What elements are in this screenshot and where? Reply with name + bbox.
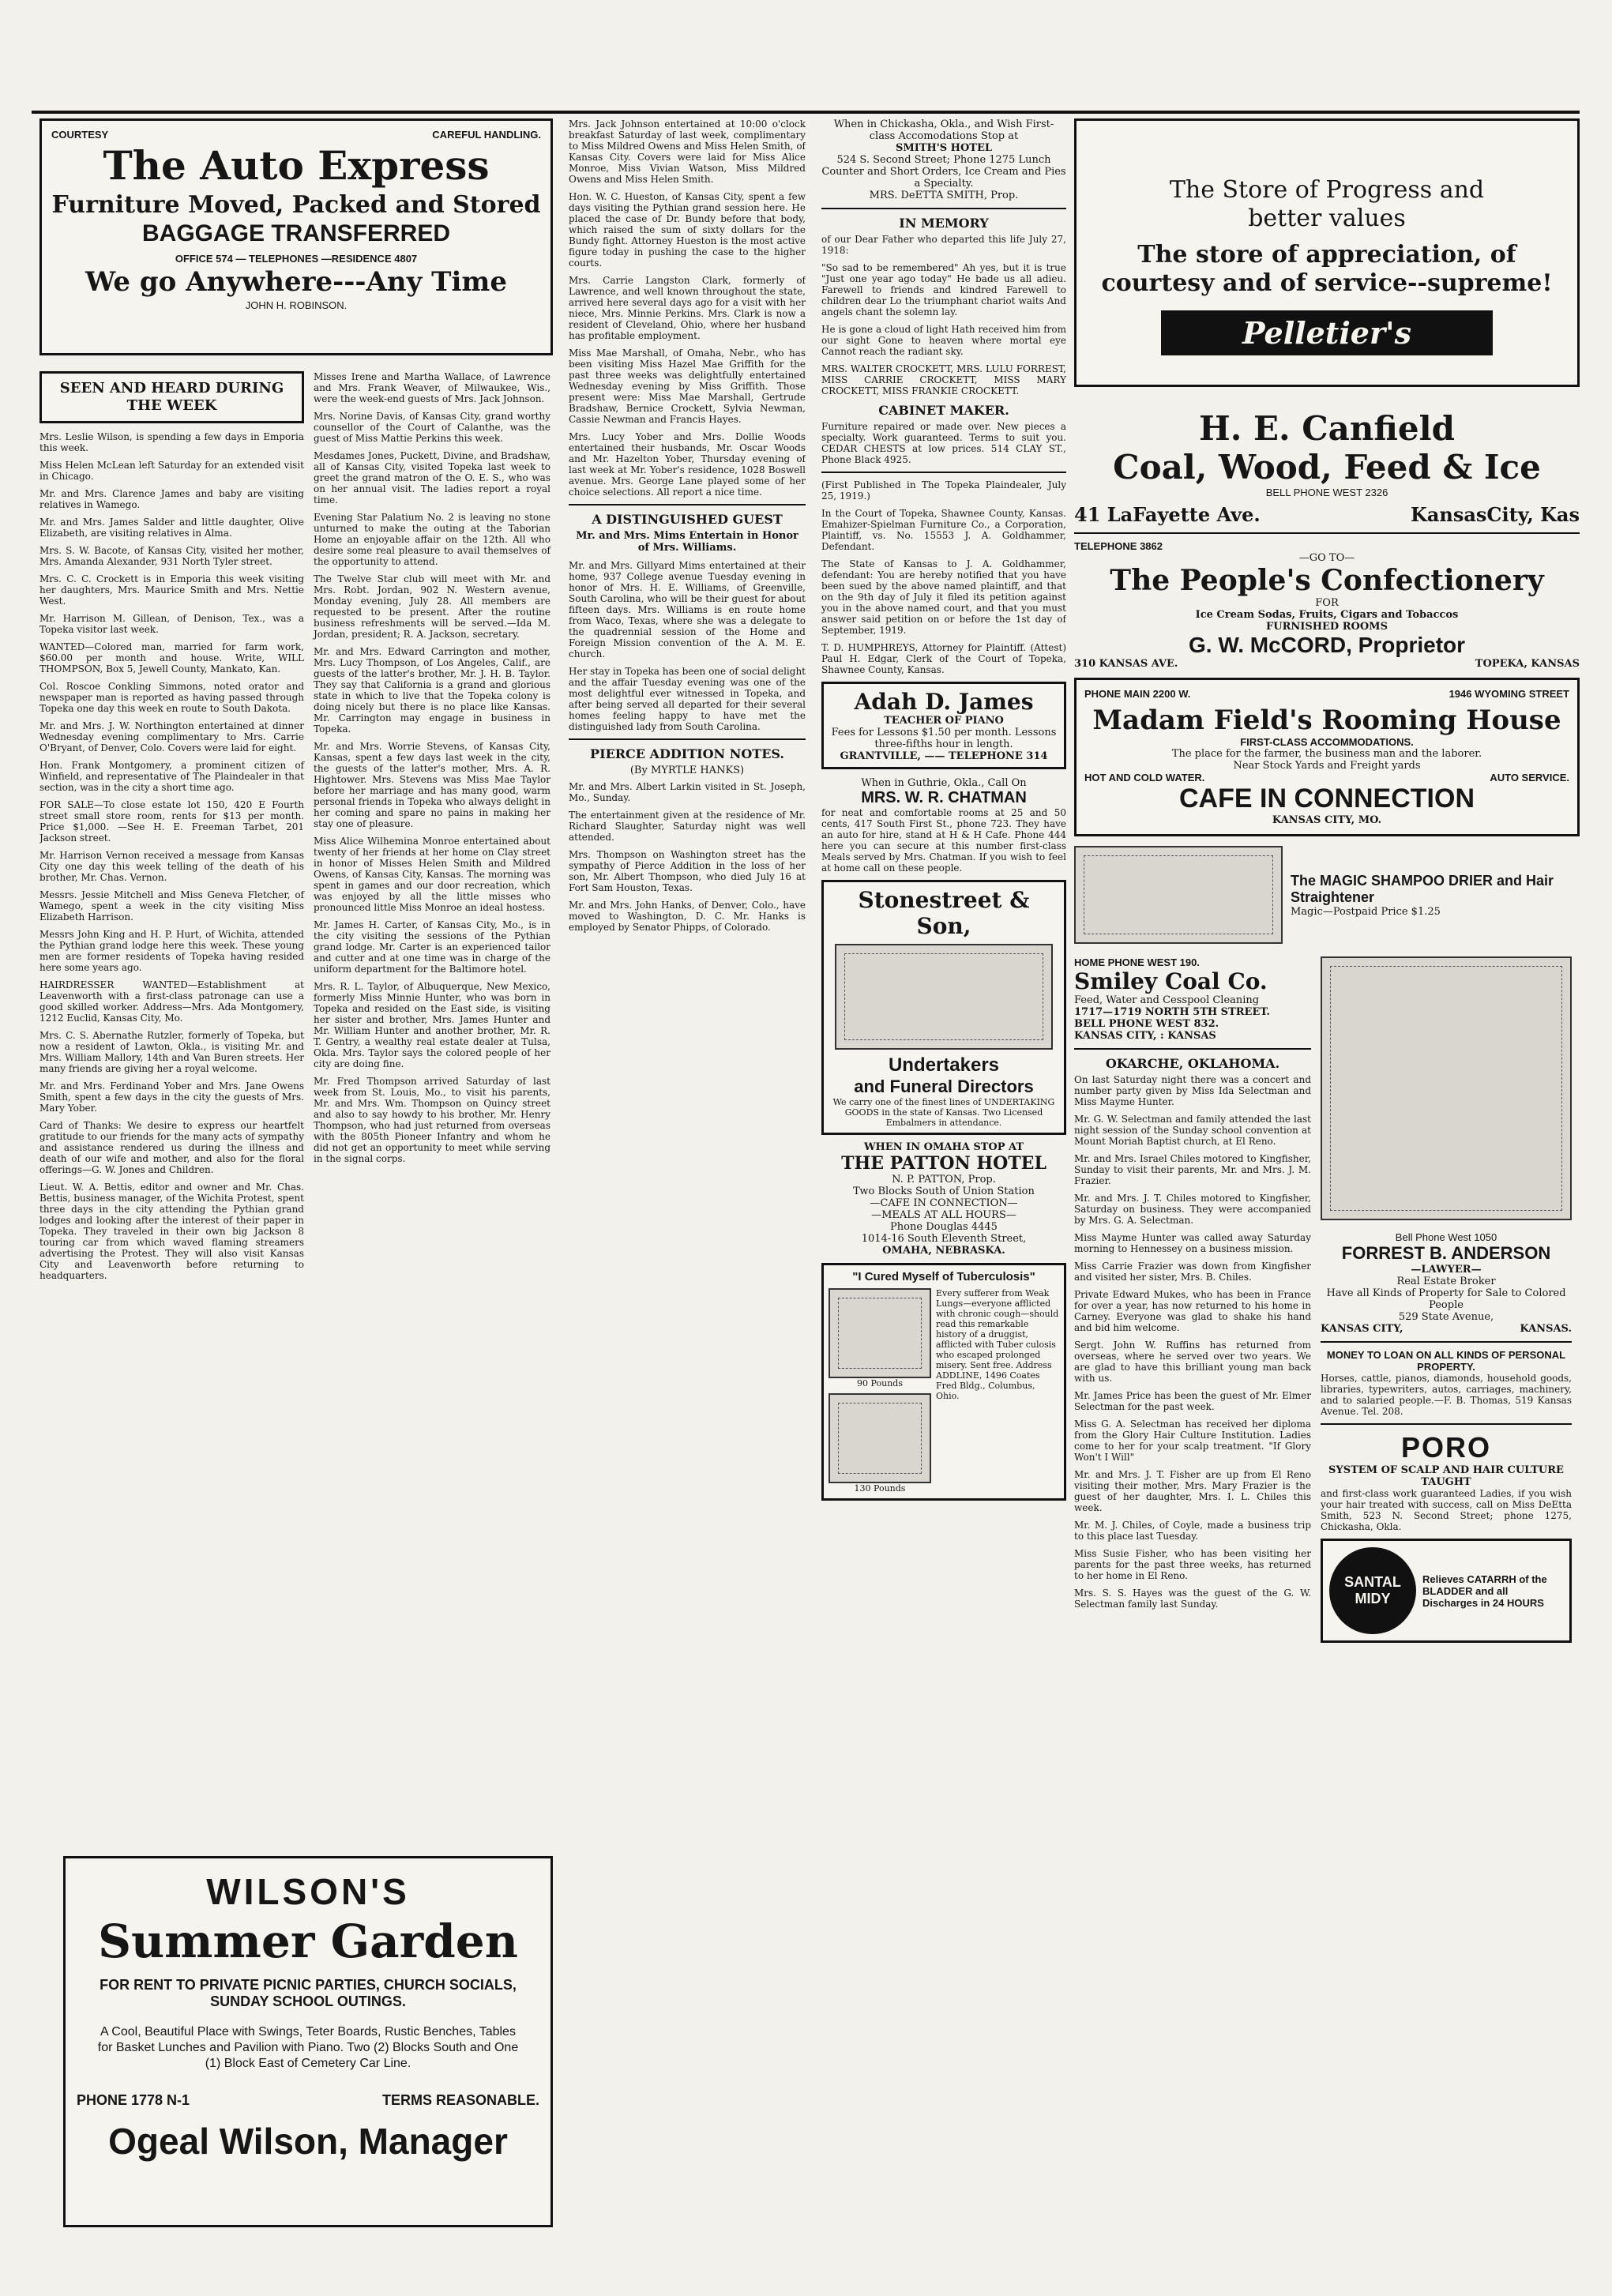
news-item: Mr. Fred Thompson arrived Saturday of last week from St. Louis, Mo., to visit his parents, Mr. and Mrs. Wm. Thompson on Quincy street and also to say howdy to his brother, Mr. Henry Thompson, who had just returned from overseas with the 805th Pioneer Infantry and whom he did not get an opportunity to meet while serving in the signal corps.: [314, 1076, 550, 1164]
patton-l3: —MEALS AT ALL HOURS—: [871, 1209, 1016, 1221]
patton-hotel-ad: [821, 1141, 1066, 1257]
anderson-title: —LAWYER—: [1411, 1264, 1482, 1276]
guest-sub: Mr. and Mrs. Mims Entertain in Honor of Mrs. Williams.: [576, 530, 798, 554]
news-item: Mrs. Lucy Yober and Mrs. Dollie Woods entertained their husbands, Mr. Oscar Woods and Mr. Hazelton Yober, Thursday evening of last week at Mr. Yober's residence, 1028 Boswell avenue. Mrs. George Lane played some of her choice selections. All report a nice time.: [569, 431, 806, 498]
auto-express-line2: BAGGAGE TRANSFERRED: [141, 220, 450, 246]
news-item: WANTED—Colored man, married for farm work, $60.00 per month and house. Write, WILL THOMPSON, Box 5, Jewell County, Mankato, Kan.: [39, 641, 304, 675]
news-item: Miss Helen McLean left Saturday for an extended visit in Chicago.: [39, 460, 304, 482]
okarche-item: Mrs. S. S. Hayes was the guest of the G. W. Selectman family last Sunday.: [1074, 1588, 1311, 1610]
chatman-name: MRS. W. R. CHATMAN: [861, 789, 1027, 806]
auto-express-slogan: We go Anywhere---Any Time: [85, 266, 508, 298]
news-item: Messrs John King and H. P. Hurt, of Wichita, attended the Pythian grand lodge here this week. These young men are former residents of Topeka having resided here some years ago.: [39, 929, 304, 973]
okarche-heading: OKARCHE, OKLAHOMA.: [1105, 1056, 1280, 1071]
portrait-before-image: [829, 1288, 931, 1378]
news-item: Mrs. Thompson on Washington street has the sympathy of Pierce Addition in the loss of her son, Mr. Albert Thompson, who died July 16 at Fort Sam Houston, Texas.: [569, 849, 806, 893]
smiley-address: 1717—1719 NORTH 5TH STREET.: [1074, 1006, 1270, 1018]
news-item: Miss Mae Marshall, of Omaha, Nebr., who has been visiting Miss Hazel Mae Griffith for the past three weeks was delightfully entertained Wednesday evening by Miss Griffith. Those present were: Miss Mae Marshall, Gertrude Bradshaw, Bernice Crockett, Sylvia Newman, Cassie Newman and Francis Hayes.: [569, 348, 806, 425]
money-title: MONEY TO LOAN ON ALL KINDS OF PERSONAL PROPERTY.: [1326, 1349, 1566, 1373]
smiths-hotel-body: 524 S. Second Street; Phone 1275 Lunch Counter and Short Orders, Ice Cream and Pies a Specialty.: [821, 154, 1066, 190]
news-item: Hon. W. C. Hueston, of Kansas City, spent a few days visiting the Pythian grand session here. He placed the case of Dr. Bundy before that body, which raised the sum of sixty dollars for the Bundy fight. Attorney Hueston is the most active figure today in pushing the case to the higher courts.: [569, 191, 806, 269]
column-3: [569, 118, 806, 2251]
news-item: Mrs. Leslie Wilson, is spending a few days in Emporia this week.: [39, 431, 304, 453]
wilson-phone: PHONE 1778 N-1: [77, 2092, 190, 2108]
money-body: Horses, cattle, pianos, diamonds, household goods, libraries, typewriters, autos, carriages, machinery, and to salaried people.—F. B. Thomas, 519 Kansas Avenue. Tel. 208.: [1321, 1373, 1572, 1417]
santal-text: Relieves CATARRH of the BLADDER and all Discharges in 24 HOURS: [1422, 1573, 1547, 1609]
stonestreet-l2: and Funeral Directors: [854, 1077, 1034, 1096]
okarche-item: Mr. and Mrs. J. T. Fisher are up from El Reno visiting their mother, Mrs. Mary Frazier is the guest of her daughter, Mrs. I. L. Chiles this week.: [1074, 1469, 1311, 1513]
news-item: The entertainment given at the residence of Mr. Richard Slaughter, Saturday night was well attended.: [569, 810, 806, 843]
column-5: [1074, 118, 1580, 2251]
patton-l1: Two Blocks South of Union Station: [853, 1186, 1035, 1197]
news-item: Lieut. W. A. Bettis, editor and owner and Mr. Chas. Bettis, business manager, of the Wichita Protest, spent three days in the city attending the Pythian grand lodges and looking after the interest of their paper in Topeka. They traveled in their own big Jackson 8 touring car from which waved flaming streamers advertising the Protest. They will also visit Kansas City and Leavenworth before returning to headquarters.: [39, 1182, 304, 1281]
progress-line2: better values: [1248, 205, 1406, 232]
fields-auto: AUTO SERVICE.: [1490, 772, 1569, 783]
auto-express-ad: [39, 118, 553, 355]
anderson-role: Real Estate Broker: [1396, 1276, 1496, 1287]
stonestreet-body: We carry one of the finest lines of UNDERTAKING GOODS in the state of Kansas. Two Licensed Embalmers in attendance.: [832, 1097, 1055, 1128]
news-item: The Twelve Star club will meet with Mr. and Mrs. Robt. Jordan, 902 N. Western avenue, Monday evening, July 28. All members are requested to be present. After the routine business refreshments will be served.—Ida M. Jordan, president; R. A. Jackson, secretary.: [314, 573, 550, 640]
smiley-name: Smiley Coal Co.: [1074, 968, 1268, 994]
smiley-city: KANSAS CITY, : KANSAS: [1074, 1030, 1216, 1042]
seen-heard-heading: SEEN AND HEARD DURING THE WEEK: [39, 371, 304, 423]
patton-prop: N. P. PATTON, Prop.: [892, 1174, 996, 1186]
news-item: Mr. and Mrs. Gillyard Mims entertained at their home, 937 College avenue Tuesday evening in honor of Mrs. H. E. Williams, of Greenville, South Carolina, who will be their guest for about fifteen days. Mrs. Williams is en route home from Waco, Texas, where she was a delegate to the quadrennial session of the Home and Foreign Mission convention of the A. M. E. church.: [569, 560, 806, 659]
progress-line1: The Store of Progress and: [1169, 176, 1485, 204]
confectionery-rooms: FURNISHED ROOMS: [1266, 621, 1388, 633]
memory-signers: MRS. WALTER CROCKETT, MRS. LULU FORREST, MISS CARRIE CROCKETT, MISS MARY CROCKETT, MISS FRANKIE CROCKETT.: [821, 363, 1066, 396]
news-item: Mr. and Mrs. James Salder and little daughter, Olive Elizabeth, are visiting relatives in Alma.: [39, 517, 304, 539]
confectionery-items: Ice Cream Sodas, Fruits, Cigars and Tobaccos: [1195, 609, 1459, 621]
poro-sub: SYSTEM OF SCALP AND HAIR CULTURE TAUGHT: [1328, 1464, 1564, 1488]
canfield-phone: BELL PHONE WEST 2326: [1265, 487, 1388, 498]
auto-express-owner: JOHN H. ROBINSON.: [245, 299, 348, 311]
memory-item: "So sad to be remembered" Ah yes, but it is true "Just one year ago today" He bade us all adieu. Farewell to friends and kindred Farewell to children dear Lo the triumphant chariot waits And angels chant the solemn lay.: [821, 262, 1066, 318]
comb-image: [1074, 846, 1283, 944]
news-item: Mr. Harrison Vernon received a message from Kansas City one day this week telling of the death of his brother, Mr. Chas. Vernon.: [39, 850, 304, 883]
news-item: Evening Star Palatium No. 2 is leaving no stone unturned to make the outing at the Taborian Home an enjoyable affair on the 12th. All who desire some real pleasure to avail themselves of the opportunity to attend.: [314, 512, 550, 567]
confectionery-city: TOPEKA, KANSAS: [1475, 658, 1580, 670]
anderson-ad: [1321, 1231, 1572, 1335]
fields-cafe: CAFE IN CONNECTION: [1179, 783, 1475, 814]
canfield-ad: [1074, 409, 1580, 526]
col1b-news: [314, 371, 550, 1287]
news-item: Mrs. S. W. Bacote, of Kansas City, visited her mother, Mrs. Amanda Alexander, 931 North Tyler street.: [39, 545, 304, 567]
stonestreet-l1: Undertakers: [888, 1054, 1000, 1076]
patton-city: OMAHA, NEBRASKA.: [882, 1245, 1005, 1257]
auto-express-phones: OFFICE 574 — TELEPHONES —RESIDENCE 4807: [175, 253, 418, 265]
fields-phone: PHONE MAIN 2200 W.: [1084, 688, 1191, 700]
news-item: Col. Roscoe Conkling Simmons, noted orator and newspaper man is reported as having passed through Topeka one day this week en route to South Dakota.: [39, 681, 304, 714]
news-item: Mrs. Norine Davis, of Kansas City, grand worthy counsellor of the Court of Calanthe, was the guest of Miss Mattie Perkins this week.: [314, 411, 550, 444]
news-item: Mr. and Mrs. Edward Carrington and mother, Mrs. Lucy Thompson, of Los Angeles, Calif., are guests of the latter's brother, Mr. J. H. B. Taylor. They say that California is a grand and glorious state in which to live that the Topeka colony is doing nicely but there is no place like Kansas. Mr. Carrington may engage in business in Topeka.: [314, 646, 550, 735]
practical-nurse-ad-image: [1321, 956, 1572, 1220]
chatman-ad: [821, 777, 1066, 874]
goto-line: —GO TO—: [1298, 552, 1355, 564]
adah-fees: Fees for Lessons $1.50 per month. Lessons three-fifths hour in length.: [831, 727, 1057, 750]
anderson-phone: Bell Phone West 1050: [1395, 1231, 1497, 1243]
cabinet-heading: CABINET MAKER.: [878, 403, 1009, 418]
wilson-body: A Cool, Beautiful Place with Swings, Teter Boards, Rustic Benches, Tables for Basket Lunches and Pavilion with Piano. Two (2) Blocks South and One (1) Block East of Cemetery Car Line.: [97, 2025, 519, 2070]
news-item: Mrs. Carrie Langston Clark, formerly of Lawrence, and well known throughout the state, arrived here several days ago for a visit with her niece, Mrs. Minnie Perkins. Mrs. Clark is now a resident of Cleveland, Ohio, where her husband has profitable employment.: [569, 275, 806, 341]
patton-top: WHEN IN OMAHA STOP AT: [863, 1141, 1024, 1153]
stonestreet-ad: [821, 880, 1066, 1135]
page-top-rule: [32, 111, 1580, 114]
pelletiers-logo: Pelletier's: [1161, 310, 1493, 355]
santal-brand: SANTAL MIDY: [1329, 1547, 1416, 1634]
fields-rooming-ad: [1074, 678, 1580, 836]
portrait-after-image: [829, 1393, 931, 1483]
adah-name: Adah D. James: [854, 689, 1034, 715]
canfield-tel: TELEPHONE 3862: [1074, 540, 1163, 552]
confectionery-name: The People's Confectionery: [1110, 564, 1544, 597]
col1-news: [39, 371, 304, 1287]
adah-address: GRANTVILLE, —— TELEPHONE 314: [840, 750, 1048, 762]
news-item: Mrs. C. C. Crockett is in Emporia this week visiting her daughters, Mrs. Maurice Smith and Mrs. Nettie West.: [39, 573, 304, 607]
smiley-bell: BELL PHONE WEST 832.: [1074, 1018, 1219, 1030]
anderson-address: 529 State Avenue,: [1398, 1311, 1494, 1323]
confectionery-for: FOR: [1315, 597, 1339, 609]
col5-right: [1321, 956, 1572, 1643]
fields-title: Madam Field's Rooming House: [1092, 705, 1561, 736]
tb-title: "I Cured Myself of Tuberculosis": [852, 1270, 1035, 1283]
anderson-desc: Have all Kinds of Property for Sale to Colored People: [1326, 1287, 1566, 1311]
col5-left: [1074, 956, 1311, 1643]
cabinet-body: Furniture repaired or made over. New pieces a specialty. Work guaranteed. Terms to suit you. CEDAR CHESTS at low prices. 514 CLAY ST., Phone Black 4925.: [821, 421, 1066, 465]
tb-body: Every sufferer from Weak Lungs—everyone afflicted with chronic cough—should read this remarkable history of a druggist, afflicted with Tuber culosis who escaped prolonged misery. Sent free. Address ADDLINE, 1496 Coates Fred Bldg., Columbus, Ohio.: [936, 1288, 1059, 1401]
news-item: Mrs. C. S. Abernathe Rutzler, formerly of Topeka, but now a resident of Lawton, Okla., is visiting Mr. and Mrs. William Mallory, 14th and Van Buren streets. Her many friends are giving her a royal welcome.: [39, 1030, 304, 1074]
news-item: Mr. and Mrs. John Hanks, of Denver, Colo., have moved to Washington, D. C. Mr. Hanks is employed by Senator Phipps, of Colorado.: [569, 900, 806, 933]
poro-title: PORO: [1400, 1431, 1491, 1464]
news-item: Hon. Frank Montgomery, a prominent citizen of Winfield, and representative of The Plaindealer in that section, was in the city a short time ago.: [39, 760, 304, 793]
tuberculosis-ad: [821, 1263, 1066, 1501]
tb-cap1: 90 Pounds: [857, 1378, 903, 1388]
canfield-address: 41 LaFayette Ave.: [1074, 503, 1261, 526]
ad-courtesy: COURTESY: [51, 129, 109, 141]
pierce-heading: PIERCE ADDITION NOTES.: [590, 746, 784, 761]
smiths-hotel-prop: MRS. DeETTA SMITH, Prop.: [869, 190, 1019, 201]
store-of-progress-ad: [1074, 118, 1580, 387]
patton-l2: —CAFE IN CONNECTION—: [870, 1197, 1018, 1209]
news-item: HAIRDRESSER WANTED—Establishment at Leavenworth with a first-class patronage can use a good skilled worker. Address—Mrs. Ada Montgomery, 1212 Euclid, Kansas City, Mo.: [39, 979, 304, 1024]
auto-express-line1: Furniture Moved, Packed and Stored: [51, 191, 541, 219]
wilson-sub: FOR RENT TO PRIVATE PICNIC PARTIES, CHURCH SOCIALS, SUNDAY SCHOOL OUTINGS.: [100, 1977, 517, 2009]
poro-body: and first-class work guaranteed Ladies, if you wish your hair treated with success, call on Miss DeEtta Smith, 523 N. Second Street; phone 1275, Chickasha, Okla.: [1321, 1488, 1572, 1532]
wilson-title1: WILSON'S: [206, 1871, 410, 1912]
guest-heading: A DISTINGUISHED GUEST: [592, 512, 783, 527]
okarche-item: Mr. James Price has been the guest of Mr. Elmer Selectman for the past week.: [1074, 1390, 1311, 1412]
news-item: Card of Thanks: We desire to express our heartfelt gratitude to our friends for the many acts of sympathy and assistance rendered us during the illness and death of our wife and mother, and also for the floral offerings—G. W. Jones and Children.: [39, 1120, 304, 1175]
fields-street: 1946 WYOMING STREET: [1449, 688, 1569, 700]
okarche-item: Sergt. John W. Ruffins has returned from overseas, where he served over two years. We are glad to have this brilliant young man back with us.: [1074, 1340, 1311, 1384]
news-item: Mr. Harrison M. Gillean, of Denison, Tex., was a Topeka visitor last week.: [39, 613, 304, 635]
okarche-item: Mr. and Mrs. J. T. Chiles motored to Kingfisher, Saturday on business. They were accompanied by Mrs. G. A. Selectman.: [1074, 1193, 1311, 1226]
news-item: Miss Alice Wilhemina Monroe entertained about twenty of her friends at her home on Clay street in honor of Misses Helen Smith and Mildred Owens, of Kansas City, Kansas. The morning was spent in games and our door recreation, which was enjoyed by all the little misses who pronounced little Miss Monroe an ideal hostess.: [314, 836, 550, 913]
fields-water: HOT AND COLD WATER.: [1084, 772, 1205, 783]
news-item: Mrs. R. L. Taylor, of Albuquerque, New Mexico, formerly Miss Minnie Hunter, who was born in Topeka and resided on the East side, is visiting her sister and brother, Mrs. James Hunter and Mr. William Hunter and another brother, Mr. R. T. Gentry, a wealthy real estate dealer at Tulsa, Okla. Mrs. Taylor says the colored people of her city are doing fine.: [314, 981, 550, 1069]
canfield-goods: Coal, Wood, Feed & Ice: [1113, 448, 1541, 487]
anderson-state: KANSAS.: [1520, 1323, 1572, 1335]
auto-express-title: The Auto Express: [103, 142, 490, 189]
news-item: Misses Irene and Martha Wallace, of Lawrence and Mrs. Frank Weaver, of Milwaukee, Wis., were the week-end guests of Mrs. Jack Johnson.: [314, 371, 550, 404]
okarche-item: Miss G. A. Selectman has received her diploma from the Glory Hair Culture Institution. Ladies come to her for your scalp treatment. "If Glory Won't I Will": [1074, 1419, 1311, 1463]
okarche-item: Miss Mayme Hunter was called away Saturday morning to Hennessey on a business mission.: [1074, 1232, 1311, 1254]
legal-notice: (First Published in The Topeka Plaindealer, July 25, 1919.): [821, 479, 1066, 502]
okarche-item: Miss Susie Fisher, who has been visiting her parents for the past three weeks, has returned to her home in El Reno.: [1074, 1548, 1311, 1581]
news-item: Mesdames Jones, Puckett, Divine, and Bradshaw, all of Kansas City, visited Topeka last week to greet the grand matron of the O. E. S., who was on her annual visit. The ladies report a royal time.: [314, 450, 550, 505]
pierce-byline: (By MYRTLE HANKS): [629, 765, 745, 776]
fields-sub: FIRST-CLASS ACCOMMODATIONS.: [1240, 736, 1414, 748]
okarche-item: Mr. G. W. Selectman and family attended the last night session of the Sunday school convention at Mount Moriah Baptist church, at El Reno.: [1074, 1114, 1311, 1147]
news-item: Mr. James H. Carter, of Kansas City, Mo., is in the city visiting the sessions of the Pythian grand lodge. Mr. Carter is an experienced tailor and cutter and at one time was in charge of the uniform department for the Baltimore hotel.: [314, 919, 550, 975]
patton-phone: Phone Douglas 4445: [890, 1221, 998, 1233]
fields-city: KANSAS CITY, MO.: [1272, 814, 1382, 826]
news-item: Mr. and Mrs. Clarence James and baby are visiting relatives in Wamego.: [39, 488, 304, 510]
legal-notice: T. D. HUMPHREYS, Attorney for Plaintiff. (Attest) Paul H. Edgar, Clerk of the Court of Topeka, Shawnee County, Kansas.: [821, 642, 1066, 675]
news-item: Mr. and Mrs. Worrie Stevens, of Kansas City, Kansas, spent a few days last week in the city, the guests of the latter's mother, Mrs. A. R. Hightower. Mrs. Stevens was Miss Mae Taylor before her marriage and has many good, warm personal friends in Topeka who always delight in her coming and spare no pains in making her stay one of pleasure.: [314, 741, 550, 829]
progress-line3: The store of appreciation, of courtesy and of service--supreme!: [1101, 241, 1553, 297]
smiley-phone: HOME PHONE WEST 190.: [1074, 956, 1200, 968]
okarche-item: Private Edward Mukes, who has been in France for over a year, has now returned to his home in Carney. Everyone was glad to shake his hand and bid him welcome.: [1074, 1289, 1311, 1333]
magic-shampoo-ad: [1074, 846, 1580, 944]
confectionery-proprietor: G. W. McCORD, Proprietor: [1188, 633, 1466, 657]
wilson-terms: TERMS REASONABLE.: [381, 2092, 539, 2108]
news-item: Messrs. Jessie Mitchell and Miss Geneva Fletcher, of Wamego, spent a week in the city visiting Miss Elizabeth Harrison.: [39, 889, 304, 923]
confectionery-address: 310 KANSAS AVE.: [1074, 658, 1178, 670]
ad-careful: CAREFUL HANDLING.: [432, 129, 541, 141]
smiley-goods: Feed, Water and Cesspool Cleaning: [1074, 994, 1260, 1006]
wilson-manager: Ogeal Wilson, Manager: [108, 2121, 508, 2162]
chatman-body: for neat and comfortable rooms at 25 and 50 cents, 417 South First St., phone 723. They have an auto for hire, stand at H & H Cafe. Phone 444 here you can secure at this number first-class Meals served by Mrs. Chatman. If you wish to feel at home call on these people.: [821, 807, 1066, 874]
santal-ad: [1321, 1539, 1572, 1643]
news-item: Mr. and Mrs. J. W. Northington entertained at dinner Wednesday evening complimentary to Mrs. Carrie O'Bryant, of Denver, Colo. Covers were laid for eight.: [39, 720, 304, 753]
memory-item: of our Dear Father who departed this life July 27, 1918:: [821, 234, 1066, 256]
chatman-top: When in Guthrie, Okla., Call On: [861, 777, 1027, 789]
column-4: [821, 118, 1066, 2251]
canfield-city: KansasCity, Kas: [1410, 503, 1580, 526]
adah-role: TEACHER OF PIANO: [884, 715, 1004, 727]
okarche-item: Miss Carrie Frazier was down from Kingfisher and visited her sister, Mrs. B. Chiles.: [1074, 1261, 1311, 1283]
legal-notice: The State of Kansas to J. A. Goldhammer, defendant: You are hereby notified that you have been sued by the above named plaintiff, and that on the 9th day of July it filed its petition against you in the above named court, and that you must answer said petition on or before the 1st day of September, 1919.: [821, 558, 1066, 636]
magic-price: Magic—Postpaid Price $1.25: [1291, 905, 1441, 918]
tb-cap2: 130 Pounds: [854, 1483, 906, 1494]
anderson-name: FORREST B. ANDERSON: [1341, 1243, 1551, 1263]
adah-james-ad: [821, 682, 1066, 769]
canfield-name: H. E. Canfield: [1199, 409, 1455, 448]
patton-address: 1014-16 South Eleventh Street,: [861, 1233, 1027, 1245]
news-item: Mr. and Mrs. Ferdinand Yober and Mrs. Jane Owens Smith, spent a few days in the city the guests of Mrs. Mary Yober.: [39, 1080, 304, 1114]
stonestreet-name: Stonestreet & Son,: [858, 887, 1030, 939]
fields-near: Near Stock Yards and Freight yards: [1233, 760, 1421, 772]
confectionery-ad: [1074, 564, 1580, 670]
wilson-garden-ad: [63, 1856, 553, 2227]
smiths-hotel-name: SMITH'S HOTEL: [895, 142, 993, 154]
memory-heading: IN MEMORY: [899, 216, 989, 231]
anderson-city: KANSAS CITY,: [1321, 1323, 1403, 1335]
okarche-item: On last Saturday night there was a concert and number party given by Miss Ida Selectman and Miss Mayme Hunter.: [1074, 1074, 1311, 1107]
legal-notice: In the Court of Topeka, Shawnee County, Kansas. Emahizer-Spielman Furniture Co., a Corporation, Plaintiff, vs. No. 15553 J. A. Goldhammer, Defendant.: [821, 508, 1066, 552]
smiths-hotel-line1: When in Chickasha, Okla., and Wish First-class Accomodations Stop at: [833, 118, 1054, 142]
patton-name: THE PATTON HOTEL: [841, 1153, 1046, 1174]
hearse-image: [835, 944, 1053, 1050]
magic-text: The MAGIC SHAMPOO DRIER and Hair Straightener: [1291, 872, 1554, 905]
memory-item: He is gone a cloud of light Hath received him from our sight Gone to heaven where mortal eye Cannot reach the radiant sky.: [821, 324, 1066, 357]
news-item: Mr. and Mrs. Albert Larkin visited in St. Joseph, Mo., Sunday.: [569, 781, 806, 803]
news-item: Her stay in Topeka has been one of social delight and the affair Tuesday evening was one of the most delightful ever witnessed in Topeka, and after being served all departed for their several homes feeling happy to have met the distinguished lady from South Carolina.: [569, 666, 806, 732]
okarche-item: Mr. and Mrs. Israel Chiles motored to Kingfisher, Sunday to visit their parents, Mr. and Mrs. J. M. Frazier.: [1074, 1153, 1311, 1186]
wilson-title2: Summer Garden: [98, 1915, 518, 1968]
fields-place: The place for the farmer, the business man and the laborer.: [1171, 748, 1482, 760]
news-item: Mrs. Jack Johnson entertained at 10:00 o'clock breakfast Saturday of last week, complimentary to Miss Mildred Owens and Miss Helen Smith, of Kansas City. Covers were laid for Miss Alice Monroe, Miss Vivian Watson, Miss Mildred Owens and Miss Helen Smith.: [569, 118, 806, 185]
news-item: FOR SALE—To close estate lot 150, 420 E Fourth street small store room, rents for $13 per month. Price $1,000. —See H. E. Freeman Tarbet, 201 Jackson street.: [39, 799, 304, 844]
okarche-item: Mr. M. J. Chiles, of Coyle, made a business trip to this place last Tuesday.: [1074, 1520, 1311, 1542]
